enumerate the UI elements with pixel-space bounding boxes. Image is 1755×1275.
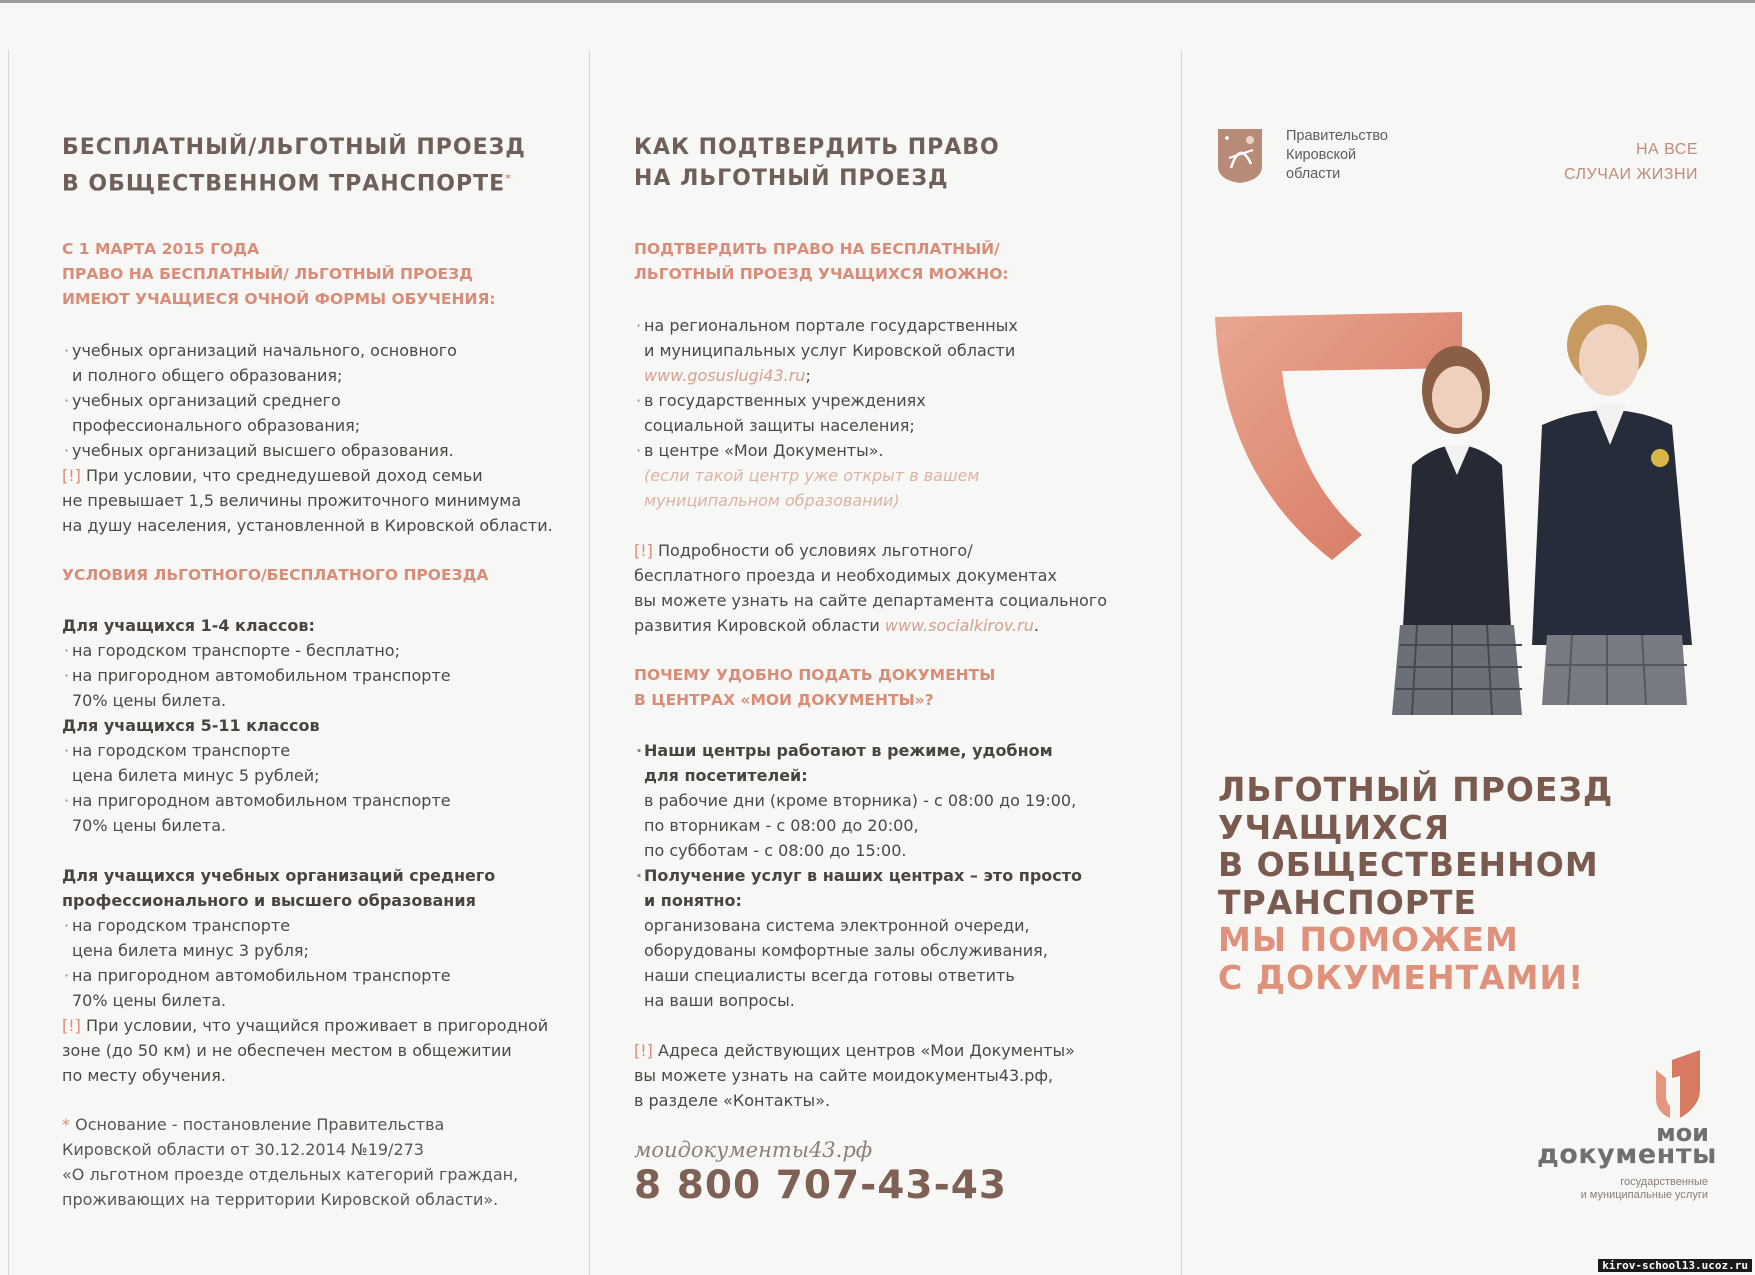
government-label-line: области — [1286, 166, 1341, 182]
list-item-cont: 70% цены билета. — [72, 691, 227, 710]
centre-note: (если такой центр уже открыт в вашем — [644, 466, 980, 485]
gosuslugi-link[interactable]: www.gosuslugi43.ru — [644, 366, 806, 385]
hotline-phone[interactable]: 8 800 707-43-43 — [634, 1163, 1008, 1208]
why-heading — [634, 663, 995, 713]
details-line: вы можете узнать на сайте департамента социального — [634, 591, 1108, 610]
why1-title: · Наши центры работают в режиме, удобном — [634, 738, 1082, 763]
gosuslugi-line — [634, 363, 1018, 388]
eligible-list — [62, 338, 553, 538]
list-item: · на пригородном автомобильном транспорте — [62, 663, 451, 688]
income-condition-text: При условии, что среднедушевой доход семьи — [86, 466, 483, 485]
moi-dokumenty-logo-icon — [1646, 1050, 1708, 1120]
slogan-line: МЫ ПОМОЖЕМ — [1218, 920, 1519, 959]
government-label-line: Кировской — [1286, 147, 1357, 163]
why2-title: и понятно: — [644, 891, 742, 910]
brand-name-line: документы — [1537, 1139, 1717, 1170]
benefit-line: организована система электронной очереди, — [644, 916, 1030, 935]
residence-condition-text: по месту обучения. — [62, 1066, 226, 1085]
details-text: Подробности об условиях льготного/ — [658, 541, 973, 560]
schedule-line: в рабочие дни (кроме вторника) - с 08:00 до 19:00, — [644, 791, 1077, 810]
details-line — [634, 613, 1107, 638]
list-item: · на региональном портале государственных — [634, 313, 1018, 338]
list-item: · на пригородном автомобильном транспорте — [62, 788, 451, 813]
addresses-text: Адреса действующих центров «Мои Документы» — [658, 1041, 1075, 1060]
panel-cover — [1182, 0, 1755, 1275]
group3-title: профессионального и высшего образования — [62, 891, 476, 910]
website-link[interactable]: моидокументы43.рф — [634, 1138, 873, 1162]
confirm-heading — [634, 237, 1009, 287]
residence-condition — [62, 1013, 548, 1038]
confirm-heading-line: ПОДТВЕРДИТЬ ПРАВО НА БЕСПЛАТНЫЙ/ — [634, 240, 1000, 258]
watermark: kirov-school13.ucoz.ru — [1598, 1259, 1752, 1272]
cover-headline — [1218, 771, 1613, 996]
attention-mark: [!] — [634, 1041, 653, 1060]
why-list — [634, 738, 1082, 1013]
why-heading-line: В ЦЕНТРАХ «МОИ ДОКУМЕНТЫ»? — [634, 691, 934, 709]
group2-title: Для учащихся 5-11 классов — [62, 716, 320, 735]
footnote-line: Кировской области от 30.12.2014 №19/273 — [62, 1140, 424, 1159]
tagline — [1564, 137, 1698, 187]
conditions-groups — [62, 613, 451, 838]
list-item-cont: и муниципальных услуг Кировской области — [644, 341, 1016, 360]
residence-condition-text: зоне (до 50 км) и не обеспечен местом в общежитии — [62, 1041, 512, 1060]
centre-note: муниципальном образовании) — [644, 491, 900, 510]
headline-line: В ОБЩЕСТВЕННОМ — [1218, 845, 1599, 884]
footnote-marker: * — [62, 1115, 70, 1134]
addresses-line: в разделе «Контакты». — [634, 1091, 831, 1110]
panel1-title-line2: В ОБЩЕСТВЕННОМ ТРАНСПОРТЕ — [62, 171, 506, 197]
details-line: бесплатного проезда и необходимых документах — [634, 566, 1057, 585]
group1-title: Для учащихся 1-4 классов: — [62, 616, 315, 635]
list-item: · учебных организаций начального, основного — [62, 338, 553, 363]
confirm-heading-line: ЛЬГОТНЫЙ ПРОЕЗД УЧАЩИХСЯ МОЖНО: — [634, 265, 1009, 283]
list-item: · на пригородном автомобильном транспорте — [62, 963, 548, 988]
why1-title: для посетителей: — [644, 766, 808, 785]
list-item: · в центре «Мои Документы». — [634, 438, 1018, 463]
income-condition-text: не превышает 1,5 величины прожиточного минимума — [62, 491, 522, 510]
tagline-line: НА ВСЕ — [1635, 141, 1698, 158]
footnote-marker: * — [505, 172, 512, 185]
list-item-cont: и полного общего образования; — [72, 366, 343, 385]
schedule-line: по субботам - с 08:00 до 15:00. — [644, 841, 907, 860]
panel-free-transport — [0, 0, 590, 1275]
panel1-title — [62, 132, 526, 199]
benefit-line: оборудованы комфортные залы обслуживания, — [644, 941, 1048, 960]
benefit-line: наши специалисты всегда готовы ответить — [644, 966, 1015, 985]
footnote-line: «О льготном проезде отдельных категорий граждан, — [62, 1165, 519, 1184]
income-condition-text: на душу населения, установленной в Кировской области. — [62, 516, 553, 535]
list-item: · в государственных учреждениях — [634, 388, 1018, 413]
why2-title: · Получение услуг в наших центрах – это просто — [634, 863, 1082, 888]
benefit-line: на ваши вопросы. — [644, 991, 795, 1010]
list-item-cont: профессионального образования; — [72, 416, 361, 435]
schedule-line: по вторникам - с 08:00 до 20:00, — [644, 816, 919, 835]
attention-mark: [!] — [634, 541, 653, 560]
panel-confirm-right — [590, 0, 1182, 1275]
footnote-text: Основание - постановление Правительства — [75, 1115, 445, 1134]
details-suffix: . — [1033, 616, 1039, 635]
list-item-cont: цена билета минус 3 рубля; — [72, 941, 309, 960]
residence-condition-text: При условии, что учащийся проживает в пригородной — [86, 1016, 549, 1035]
attention-mark: [!] — [62, 1016, 81, 1035]
details — [634, 538, 1107, 638]
list-item-cont: 70% цены билета. — [72, 991, 227, 1010]
panel2-title — [634, 132, 1000, 194]
list-item-cont: социальной защиты населения; — [644, 416, 915, 435]
gosuslugi-suffix: ; — [805, 366, 811, 385]
footnote-line: проживающих на территории Кировской области». — [62, 1190, 499, 1209]
brand-subtitle-line: государственные — [1620, 1176, 1708, 1188]
slogan-line: С ДОКУМЕНТАМИ! — [1218, 957, 1585, 997]
conditions-heading: УСЛОВИЯ ЛЬГОТНОГО/БЕСПЛАТНОГО ПРОЕЗДА — [62, 566, 489, 584]
brand-name-line: мои — [1656, 1119, 1709, 1147]
panel2-title-line2: НА ЛЬГОТНЫЙ ПРОЕЗД — [634, 166, 949, 191]
headline-line: ТРАНСПОРТЕ — [1218, 882, 1477, 922]
addresses-line: вы можете узнать на сайте моидокументы43.рф, — [634, 1066, 1054, 1085]
list-item: · на городском транспорте - бесплатно; — [62, 638, 451, 663]
intro-heading-line: ИМЕЮТ УЧАЩИЕСЯ ОЧНОЙ ФОРМЫ ОБУЧЕНИЯ: — [62, 290, 496, 308]
brand-name — [1537, 1119, 1717, 1170]
footnote-line — [62, 1112, 518, 1137]
addresses-line — [634, 1038, 1075, 1063]
details-line — [634, 538, 1107, 563]
list-item: · на городском транспорте — [62, 913, 548, 938]
why-heading-line: ПОЧЕМУ УДОБНО ПОДАТЬ ДОКУМЕНТЫ — [634, 666, 996, 684]
tagline-line: СЛУЧАИ ЖИЗНИ — [1564, 166, 1698, 183]
group3-title: Для учащихся учебных организаций среднего — [62, 866, 496, 885]
government-label — [1286, 127, 1388, 184]
addresses — [634, 1038, 1075, 1113]
intro-heading — [62, 237, 496, 312]
students-photo — [1212, 305, 1732, 765]
footnote — [62, 1112, 518, 1212]
list-item: · учебных организаций среднего — [62, 388, 553, 413]
attention-mark: [!] — [62, 466, 81, 485]
list-item-cont: 70% цены билета. — [72, 816, 227, 835]
socialkirov-link[interactable]: www.socialkirov.ru — [884, 616, 1034, 635]
intro-heading-line: ПРАВО НА БЕСПЛАТНЫЙ/ ЛЬГОТНЫЙ ПРОЕЗД — [62, 265, 473, 283]
list-item: · на городском транспорте — [62, 738, 451, 763]
panel1-title-line1: БЕСПЛАТНЫЙ/ЛЬГОТНЫЙ ПРОЕЗД — [62, 135, 526, 160]
group3 — [62, 863, 548, 1088]
headline-line: ЛЬГОТНЫЙ ПРОЕЗД — [1218, 770, 1614, 809]
confirm-ways — [634, 313, 1018, 513]
intro-heading-line: С 1 МАРТА 2015 ГОДА — [62, 240, 260, 258]
details-text: развития Кировской области — [634, 616, 880, 635]
list-item-cont: цена билета минус 5 рублей; — [72, 766, 320, 785]
income-condition — [62, 463, 553, 488]
kirov-coat-of-arms-icon — [1217, 128, 1263, 184]
brand-subtitle — [1512, 1176, 1708, 1202]
government-label-line: Правительство — [1286, 128, 1388, 144]
list-item: · учебных организаций высшего образования. — [62, 438, 553, 463]
headline-line: УЧАЩИХСЯ — [1218, 807, 1451, 847]
brand-subtitle-line: и муниципальные услуги — [1580, 1189, 1708, 1201]
panel2-title-line1: КАК ПОДТВЕРДИТЬ ПРАВО — [634, 135, 1000, 160]
